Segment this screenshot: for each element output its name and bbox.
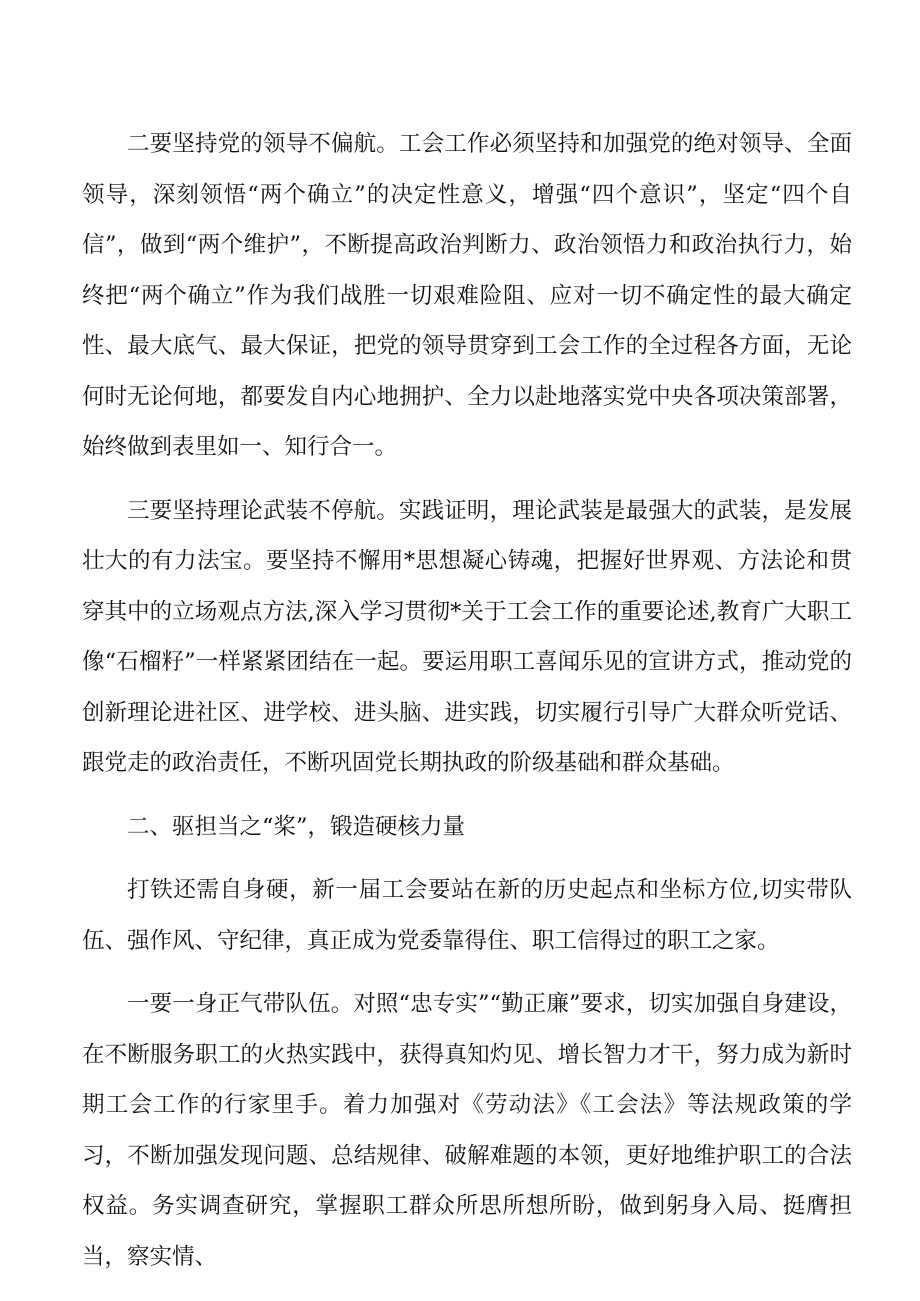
- paragraph-self-strength: 打铁还需自身硬，新一届工会要站在新的历史起点和坐标方位,切实带队伍、强作风、守纪律，真正成为党委靠得住、职工信得过的职工之家。: [82, 877, 852, 954]
- paragraph-theory-armament: 三要坚持理论武装不停航。实践证明，理论武装是最强大的武装，是发展壮大的有力法宝。要坚持不懈用*思想凝心铸魂，把握好世界观、方法论和贯穿其中的立场观点方法,深入学习贯彻*关于工会工作的重要论述,教育广大职工像“石榴籽”一样紧紧团结在一起。要运用职工喜闻乐见的宣讲方式，推动党的创新理论进社区、进学校、进头脑、进实践，切实履行引导广大群众听党话、跟党走的政治责任，不断巩固党长期执政的阶级基础和群众基础。: [82, 497, 852, 776]
- document-body: [82, 119, 852, 1282]
- paragraph-gap: [82, 473, 852, 486]
- paragraph-party-leadership: 二要坚持党的领导不偏航。工会工作必须坚持和加强党的绝对领导、全面领导，深刻领悟“两个确立”的决定性意义，增强“四个意识”，坚定“四个自信”，做到“两个维护”，不断提高政治判断力、政治领悟力和政治执行力，始终把“两个确立”作为我们战胜一切艰难险阻、应对一切不确定性的最大确定性、最大底气、最大保证，把党的领导贯穿到工会工作的全过程各方面，无论何时无论何地，都要发自内心地拥护、全力以赴地落实党中央各项决策部署，始终做到表里如一、知行合一。: [82, 131, 852, 460]
- paragraph-gap: [82, 852, 852, 865]
- paragraph-lead-team: 一要一身正气带队伍。对照“忠专实”“勤正廉”要求，切实加强自身建设，在不断服务职工的火热实践中，获得真知灼见、增长智力才干，努力成为新时期工会工作的行家里手。着力加强对《劳动法》《工会法》等法规政策的学习，不断加强发现问题、总结规律、破解难题的本领，更好地维护职工的合法权益。务实调查研究，掌握职工群众所思所想所盼，做到躬身入局、挺膺担当，察实情、: [82, 991, 852, 1270]
- paragraph-gap: [82, 966, 852, 979]
- paragraph-gap: [82, 789, 852, 802]
- section-heading: 二、驱担当之“桨”，锻造硬核力量: [127, 813, 466, 840]
